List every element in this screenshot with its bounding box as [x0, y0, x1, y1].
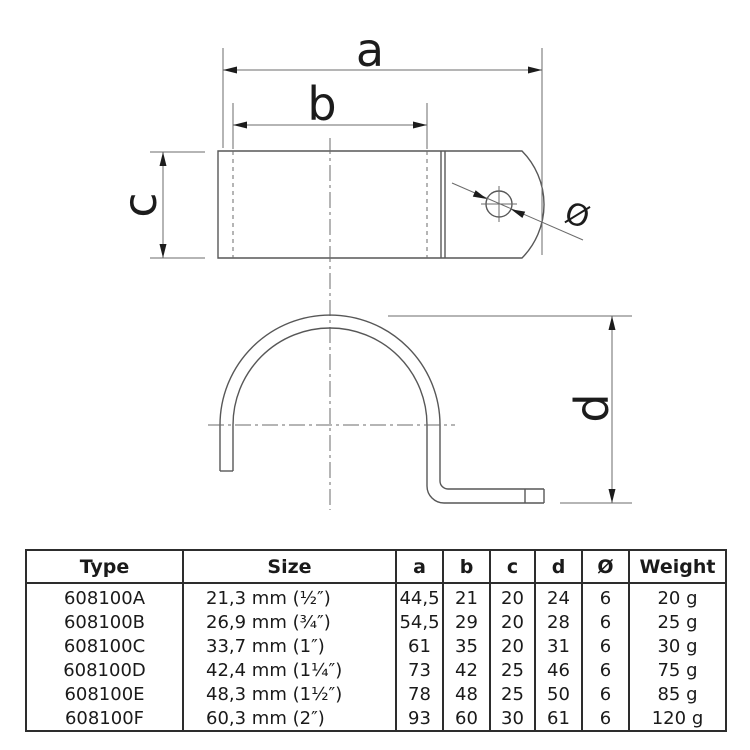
- diameter-symbol-label: Ø: [560, 195, 594, 237]
- table-cell: 44,5: [396, 583, 443, 610]
- arrowhead: [233, 122, 247, 129]
- dimension-d: [388, 316, 632, 503]
- table-cell: 608100C: [63, 635, 146, 657]
- table-cell: 60: [443, 706, 490, 731]
- table-row: [26, 658, 726, 682]
- table-cell: 20: [490, 610, 535, 634]
- dimension-a-label: a: [355, 23, 385, 77]
- arrowhead: [609, 316, 616, 330]
- table-cell: 42,4 mm (1¼″): [183, 658, 396, 682]
- table-cell: 6: [582, 682, 629, 706]
- specification-table: [25, 549, 727, 732]
- table-cell: 54,5: [396, 610, 443, 634]
- table-cell: 25: [490, 658, 535, 682]
- dimension-c-label: c: [113, 192, 167, 218]
- table-cell: 608100A: [63, 587, 146, 609]
- table-cell: 608100F: [64, 707, 145, 729]
- table-cell: 73: [396, 658, 443, 682]
- header-c: c: [490, 550, 535, 583]
- table-cell: 78: [396, 682, 443, 706]
- table-cell: 26,9 mm (¾″): [183, 610, 396, 634]
- table-cell: 20: [490, 583, 535, 610]
- header-weight: Weight: [629, 550, 726, 583]
- table-row: [26, 634, 726, 658]
- table-cell: 33,7 mm (1″): [183, 634, 396, 658]
- table-cell: 120 g: [629, 706, 726, 731]
- header-d: d: [535, 550, 582, 583]
- table-cell: 93: [396, 706, 443, 731]
- table-cell: 608100B: [63, 611, 146, 633]
- table-body: [26, 583, 726, 731]
- table-cell: 75 g: [629, 658, 726, 682]
- table-cell: 46: [535, 658, 582, 682]
- table-cell: 21,3 mm (½″): [183, 583, 396, 610]
- table-cell: 48,3 mm (1½″): [183, 682, 396, 706]
- table-cell: 608100E: [64, 683, 145, 705]
- table-cell: 608100D: [63, 659, 146, 681]
- table-cell: 42: [443, 658, 490, 682]
- table-cell: 61: [535, 706, 582, 731]
- table-cell: 30 g: [629, 634, 726, 658]
- table-cell: 6: [582, 610, 629, 634]
- clamp-inner-profile: [233, 328, 544, 503]
- arrowhead: [160, 244, 167, 258]
- header-a: a: [396, 550, 443, 583]
- table-cell: 24: [535, 583, 582, 610]
- hole-crosshair: [481, 186, 517, 222]
- table-cell: 20: [490, 634, 535, 658]
- table-cell: 6: [582, 706, 629, 731]
- arrowhead: [609, 489, 616, 503]
- header-size: Size: [183, 550, 396, 583]
- diameter-callout: [452, 183, 594, 240]
- table-row: [26, 682, 726, 706]
- dimension-a: [223, 23, 542, 255]
- arrowhead: [413, 122, 427, 129]
- table-cell: 35: [443, 634, 490, 658]
- dimension-b-label: b: [307, 77, 337, 131]
- arrowhead: [528, 67, 542, 74]
- table-cell: 6: [582, 658, 629, 682]
- header-type: Type: [26, 550, 183, 583]
- table-cell: 20 g: [629, 583, 726, 610]
- table-cell: 48: [443, 682, 490, 706]
- table-cell: 85 g: [629, 682, 726, 706]
- table-cell: 50: [535, 682, 582, 706]
- arrowhead: [511, 209, 525, 218]
- clamp-outer-profile: [220, 315, 544, 489]
- table-row: [26, 706, 726, 731]
- header-b: b: [443, 550, 490, 583]
- table-cell: 6: [582, 583, 629, 610]
- table-cell: 61: [396, 634, 443, 658]
- table-header: [26, 550, 726, 583]
- table-cell: 60,3 mm (2″): [183, 706, 396, 731]
- table-cell: 21: [443, 583, 490, 610]
- table-cell: 29: [443, 610, 490, 634]
- arrowhead: [223, 67, 237, 74]
- dimension-c: [113, 152, 205, 258]
- table-cell: 6: [582, 634, 629, 658]
- table-cell: 30: [490, 706, 535, 731]
- arrowhead: [473, 190, 487, 199]
- table-cell: 28: [535, 610, 582, 634]
- top-view-drawing: [218, 138, 544, 510]
- header-diameter: Ø: [582, 550, 629, 583]
- table-row: [26, 610, 726, 634]
- dimension-d-label: d: [565, 393, 619, 423]
- table-header-row: [26, 550, 726, 583]
- arrowhead: [160, 152, 167, 166]
- table-cell: 25: [490, 682, 535, 706]
- table-cell: 31: [535, 634, 582, 658]
- table-row: [26, 583, 726, 610]
- profile-view-drawing: [208, 315, 544, 503]
- table-cell: 25 g: [629, 610, 726, 634]
